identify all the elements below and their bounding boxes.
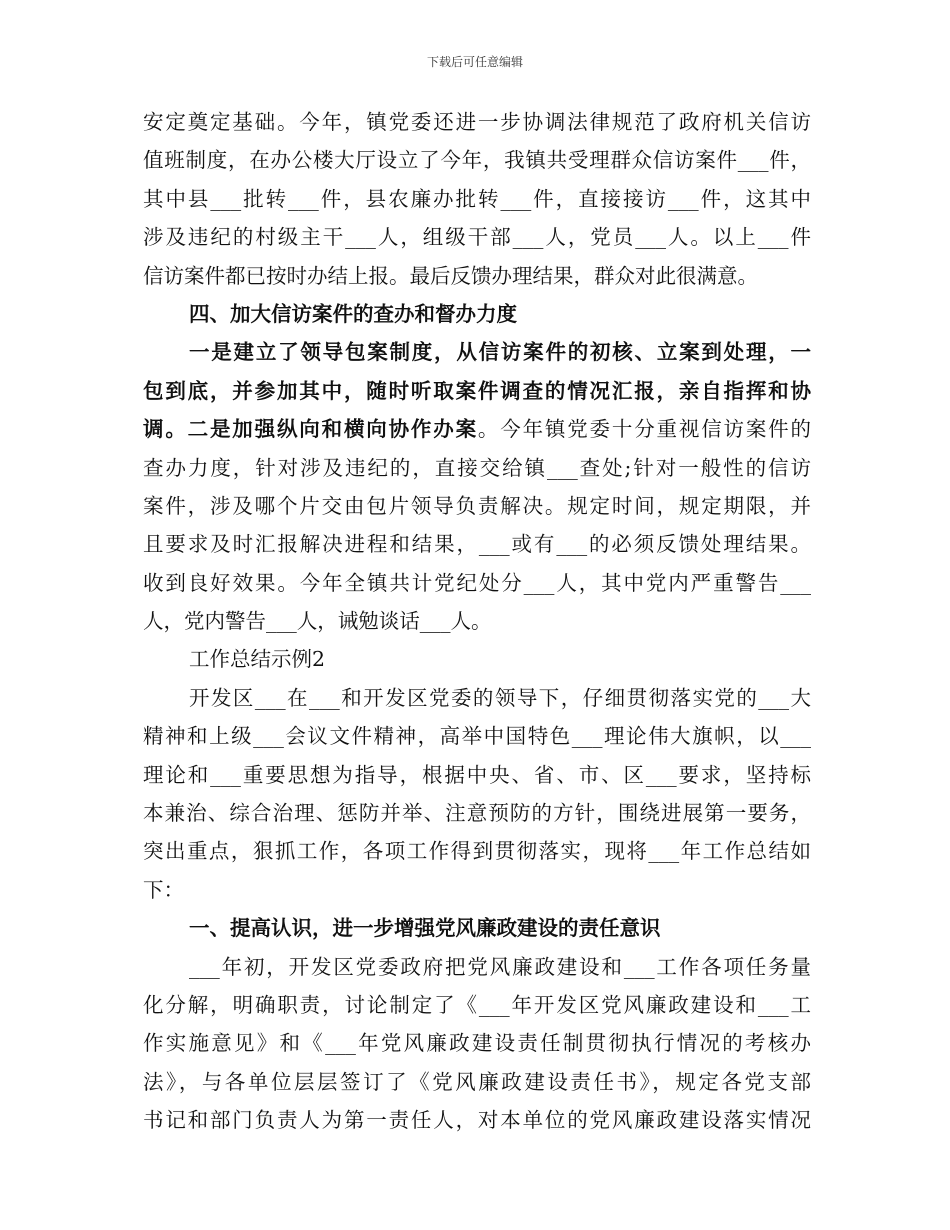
text-line <box>143 410 811 448</box>
text-line: 值班制度，在办公楼大厅设立了今年，我镇共受理群众信访案件___件， <box>143 148 811 173</box>
text-line: 其中县___批转___件，县农廉办批转___件，直接接访___件，这其中 <box>143 186 811 211</box>
text-line: 精神和上级___会议文件精神，高举中国特色___理论伟大旗帜，以___ <box>143 724 811 749</box>
text-line: 查办力度，针对涉及违纪的，直接交给镇___查处;针对一般性的信访 <box>143 455 811 480</box>
text-line: 案件，涉及哪个片交由包片领导负责解决。规定时间，规定期限，并 <box>143 493 811 518</box>
text-line: 下： <box>143 877 184 902</box>
text-line: 涉及违纪的村级主干___人，组级干部___人，党员___人。以上___件 <box>143 225 811 250</box>
section-heading: 一、提高认识，进一步增强党风廉政建设的责任意识 <box>189 916 661 941</box>
text-line: 包到底，并参加其中，随时听取案件调查的情况汇报，亲自指挥和协 <box>143 378 811 403</box>
text-line: 人，党内警告___人，诫勉谈话___人。 <box>143 609 492 634</box>
bold-phrase: 调。二是加强纵向和横向协作办案 <box>143 417 478 442</box>
text-line: 本兼治、综合治理、惩防并举、注意预防的方针，围绕进展第一要务， <box>143 801 811 826</box>
text-line: 信访案件都已按时办结上报。最后反馈办理结果，群众对此很满意。 <box>143 263 758 288</box>
page-header-note: 下载后可任意编辑 <box>426 55 523 69</box>
text-line: 书记和部门负责人为第一责任人，对本单位的党风廉政建设落实情况 <box>143 1108 811 1133</box>
text-line: 化分解，明确职责，讨论制定了《___年开发区党风廉政建设和___工 <box>143 992 811 1017</box>
text-line: 且要求及时汇报解决进程和结果，___或有___的必须反馈处理结果。 <box>143 532 811 557</box>
text-line: 一是建立了领导包案制度，从信访案件的初核、立案到处理，一 <box>189 340 811 365</box>
text-run: 。今年镇党委十分重视信访案件的 <box>477 417 812 442</box>
text-line: 作实施意见》和《___年党风廉政建设责任制贯彻执行情况的考核办 <box>143 1031 811 1056</box>
section-heading: 四、加大信访案件的查办和督办力度 <box>189 301 517 326</box>
text-line: 理论和___重要思想为指导，根据中央、省、市、区___要求，坚持标 <box>143 762 811 787</box>
text-line: ___年初，开发区党委政府把党风廉政建设和___工作各项任务量 <box>189 954 811 979</box>
text-line: 安定奠定基础。今年，镇党委还进一步协调法律规范了政府机关信访 <box>143 110 811 134</box>
text-line: 法》，与各单位层层签订了《党风廉政建设责任书》，规定各党支部 <box>143 1069 811 1094</box>
text-line: 突出重点，狠抓工作，各项工作得到贯彻落实，现将___年工作总结如 <box>143 839 811 864</box>
section-title: 工作总结示例2 <box>189 647 326 672</box>
text-line: 收到良好效果。今年全镇共计党纪处分___人，其中党内严重警告___ <box>143 570 811 595</box>
text-line: 开发区___在___和开发区党委的领导下，仔细贯彻落实党的___大 <box>189 685 811 710</box>
document-body <box>143 103 811 1140</box>
